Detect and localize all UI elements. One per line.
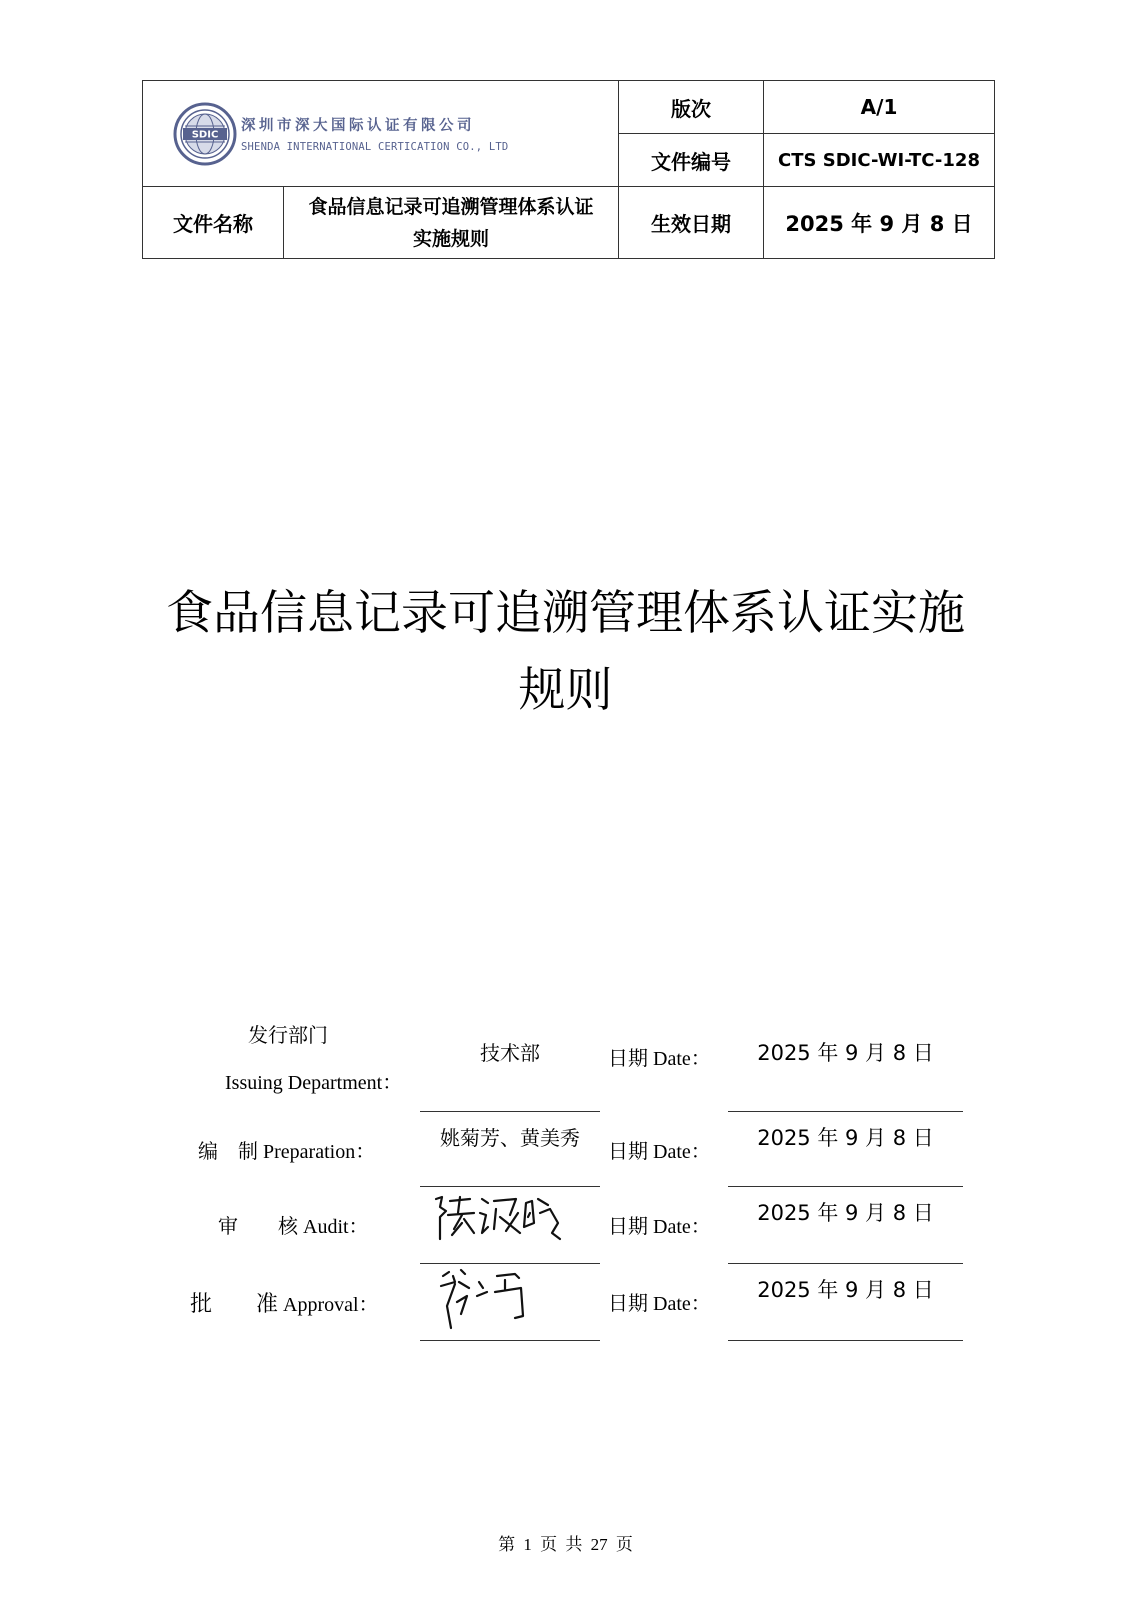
audit-date: 2025 年 9 月 8 日 bbox=[757, 1201, 934, 1225]
approval-date: 2025 年 9 月 8 日 bbox=[757, 1278, 934, 1302]
issuing-date-underline bbox=[728, 1111, 963, 1112]
issuing-date: 2025 年 9 月 8 日 bbox=[757, 1041, 934, 1065]
preparation-label-cn: 编 制 bbox=[198, 1139, 258, 1163]
approval-underline bbox=[420, 1340, 600, 1341]
effective-date-value: 2025 年 9 月 8 日 bbox=[764, 187, 995, 259]
title-line1: 食品信息记录可追溯管理体系认证实施 bbox=[166, 586, 965, 641]
doc-name-line1: 食品信息记录可追溯管理体系认证 bbox=[308, 195, 594, 218]
approval-label-cn: 批 准 bbox=[190, 1292, 279, 1317]
issuing-label-cn: 发行部门 bbox=[248, 1023, 328, 1047]
approval-row-approval bbox=[0, 1270, 1131, 1342]
audit-label-en: Audit： bbox=[303, 1216, 369, 1238]
company-logo bbox=[143, 81, 618, 186]
globe-logo-icon bbox=[173, 102, 237, 166]
approval-row-audit bbox=[0, 1193, 1131, 1265]
audit-date-label: 日期 Date： bbox=[608, 1216, 711, 1238]
issuing-underline bbox=[420, 1111, 600, 1112]
approval-row-preparation bbox=[0, 1118, 1131, 1188]
page-number: 第 1 页 共 27 页 bbox=[498, 1535, 633, 1554]
approval-row-issuing bbox=[0, 1015, 1131, 1115]
approval-date-underline bbox=[728, 1340, 963, 1341]
preparation-underline bbox=[420, 1186, 600, 1187]
title-line2: 规则 bbox=[518, 663, 613, 718]
preparation-date-label: 日期 Date： bbox=[608, 1141, 711, 1163]
audit-label bbox=[218, 1210, 369, 1239]
audit-date-underline bbox=[728, 1263, 963, 1264]
header-table bbox=[142, 80, 995, 259]
issuing-value: 技术部 bbox=[480, 1041, 540, 1065]
preparation-value: 姚菊芳、黄美秀 bbox=[440, 1126, 580, 1150]
page-title bbox=[90, 575, 1041, 729]
preparation-date-underline bbox=[728, 1186, 963, 1187]
doc-name-label: 文件名称 bbox=[143, 187, 284, 259]
preparation-date: 2025 年 9 月 8 日 bbox=[757, 1126, 934, 1150]
logo-text: SDIC bbox=[191, 129, 219, 140]
issuing-date-label: 日期 Date： bbox=[608, 1048, 711, 1070]
audit-label-cn: 审 核 bbox=[218, 1214, 298, 1238]
effective-date-label: 生效日期 bbox=[619, 187, 764, 259]
preparation-label-en: Preparation： bbox=[263, 1141, 376, 1163]
doc-no-label: 文件编号 bbox=[619, 134, 764, 187]
approval-label-en: Approval： bbox=[283, 1294, 379, 1316]
doc-name-line2: 实施规则 bbox=[413, 227, 490, 250]
version-label: 版次 bbox=[619, 81, 764, 134]
approval-date-label: 日期 Date： bbox=[608, 1293, 711, 1315]
approval-signature bbox=[435, 1262, 555, 1334]
logo-cell bbox=[143, 81, 619, 187]
company-name-cn: 深圳市深大国际认证有限公司 bbox=[241, 118, 475, 134]
doc-name-value bbox=[284, 187, 619, 259]
company-name-en: SHENDA INTERNATIONAL CERTICATION CO., LTD bbox=[241, 141, 509, 153]
approval-label bbox=[190, 1287, 379, 1318]
version-value: A/1 bbox=[764, 81, 995, 134]
issuing-label-en: Issuing Department： bbox=[225, 1072, 403, 1094]
preparation-label bbox=[198, 1135, 375, 1164]
doc-no-value: CTS SDIC-WI-TC-128 bbox=[764, 134, 995, 187]
audit-signature bbox=[430, 1193, 570, 1248]
